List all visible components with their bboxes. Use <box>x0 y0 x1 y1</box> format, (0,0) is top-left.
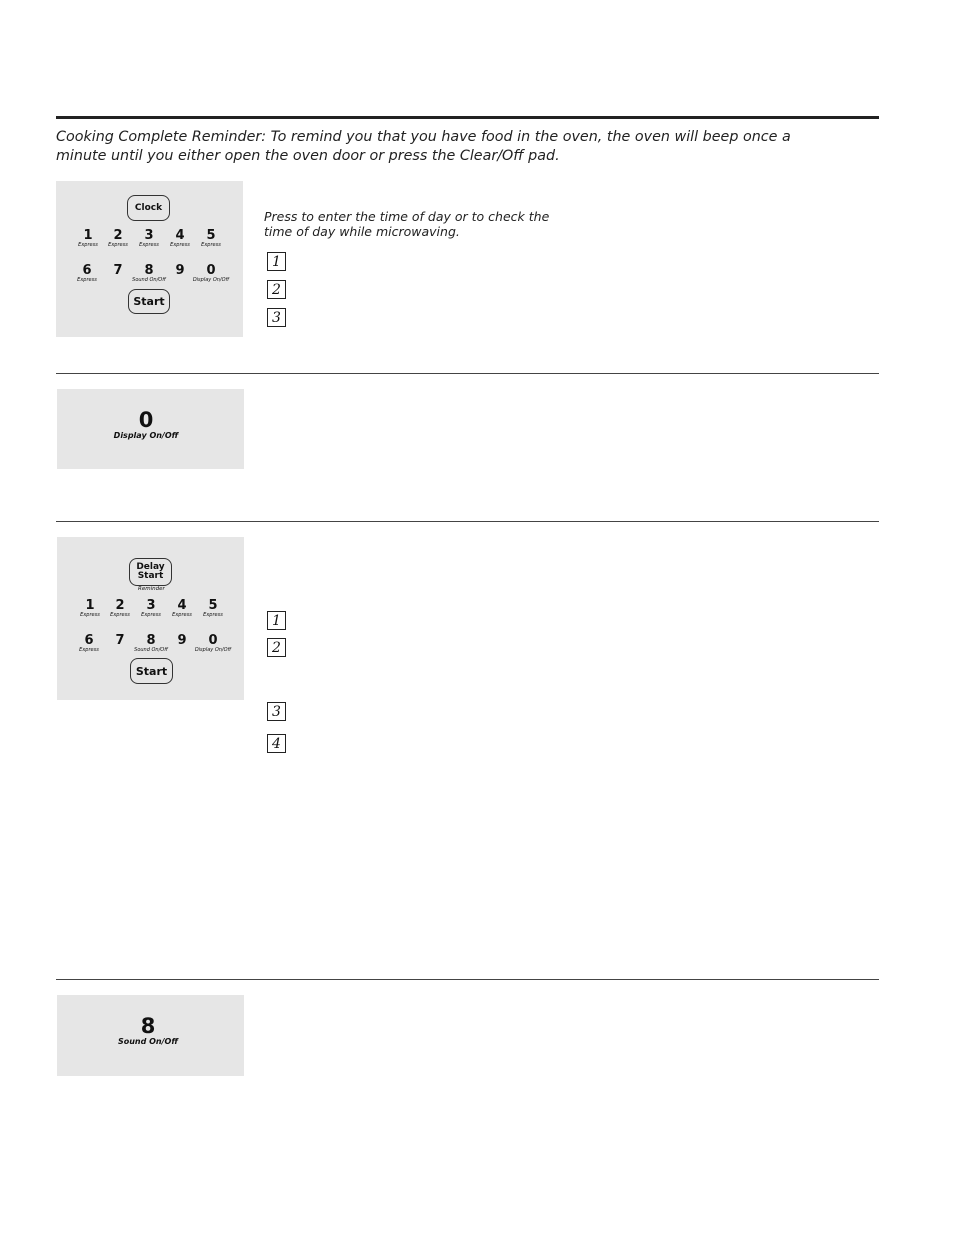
start-button[interactable]: Start <box>128 289 170 314</box>
section-divider <box>56 373 879 374</box>
clock-keypad-panel <box>56 181 243 337</box>
sound-on-off-key[interactable]: 8 Sound On/Off <box>117 1014 179 1046</box>
key-1[interactable]: 1 Express <box>80 598 100 618</box>
key-9[interactable]: 9 <box>177 633 187 648</box>
clock-button[interactable]: Clock <box>127 195 170 221</box>
key-0[interactable]: 0 Display On/Off <box>194 633 232 653</box>
delay-keypad-panel <box>57 537 244 700</box>
clock-note: Press to enter the time of day or to check the time of day while microwaving. <box>264 209 550 239</box>
key-5[interactable]: 5 Express <box>203 598 223 618</box>
key-9[interactable]: 9 <box>175 263 185 278</box>
section-divider <box>56 521 879 522</box>
key-5[interactable]: 5 Express <box>201 228 221 248</box>
delay-start-line1: Delay <box>136 562 165 572</box>
cooking-complete-reminder: Cooking Complete Reminder: To remind you that you have food in the oven, the oven will beep once a minute until you either open the oven door or press the Clear/Off pad. <box>56 129 791 164</box>
key-2[interactable]: 2 Express <box>110 598 130 618</box>
key-8[interactable]: 8 Sound On/Off <box>132 263 166 283</box>
key-7[interactable]: 7 <box>113 263 123 278</box>
key-1[interactable]: 1 Express <box>78 228 98 248</box>
step-3-box: 3 <box>267 308 286 327</box>
key-8[interactable]: 8 Sound On/Off <box>134 633 168 653</box>
key-4[interactable]: 4 Express <box>170 228 190 248</box>
key-2[interactable]: 2 Express <box>108 228 128 248</box>
delay-start-line2: Start <box>137 571 164 581</box>
section-divider <box>56 979 879 980</box>
key-6[interactable]: 6 Express <box>79 633 99 653</box>
key-3[interactable]: 3 Express <box>139 228 159 248</box>
display-keypad-panel <box>57 389 244 469</box>
key-0[interactable]: 0 Display On/Off <box>192 263 230 283</box>
start-button[interactable]: Start <box>130 658 173 684</box>
key-4[interactable]: 4 Express <box>172 598 192 618</box>
display-on-off-key[interactable]: 0 Display On/Off <box>113 408 179 440</box>
key-3[interactable]: 3 Express <box>141 598 161 618</box>
sound-keypad-panel <box>57 995 244 1076</box>
reminder-label: Reminder <box>138 586 165 592</box>
delay-start-button[interactable] <box>129 558 172 586</box>
step-1-box: 1 <box>267 611 286 630</box>
top-rule <box>56 116 879 119</box>
step-4-box: 4 <box>267 734 286 753</box>
key-7[interactable]: 7 <box>115 633 125 648</box>
key-6[interactable]: 6 Express <box>77 263 97 283</box>
step-1-box: 1 <box>267 252 286 271</box>
step-3-box: 3 <box>267 702 286 721</box>
step-2-box: 2 <box>267 280 286 299</box>
step-2-box: 2 <box>267 638 286 657</box>
